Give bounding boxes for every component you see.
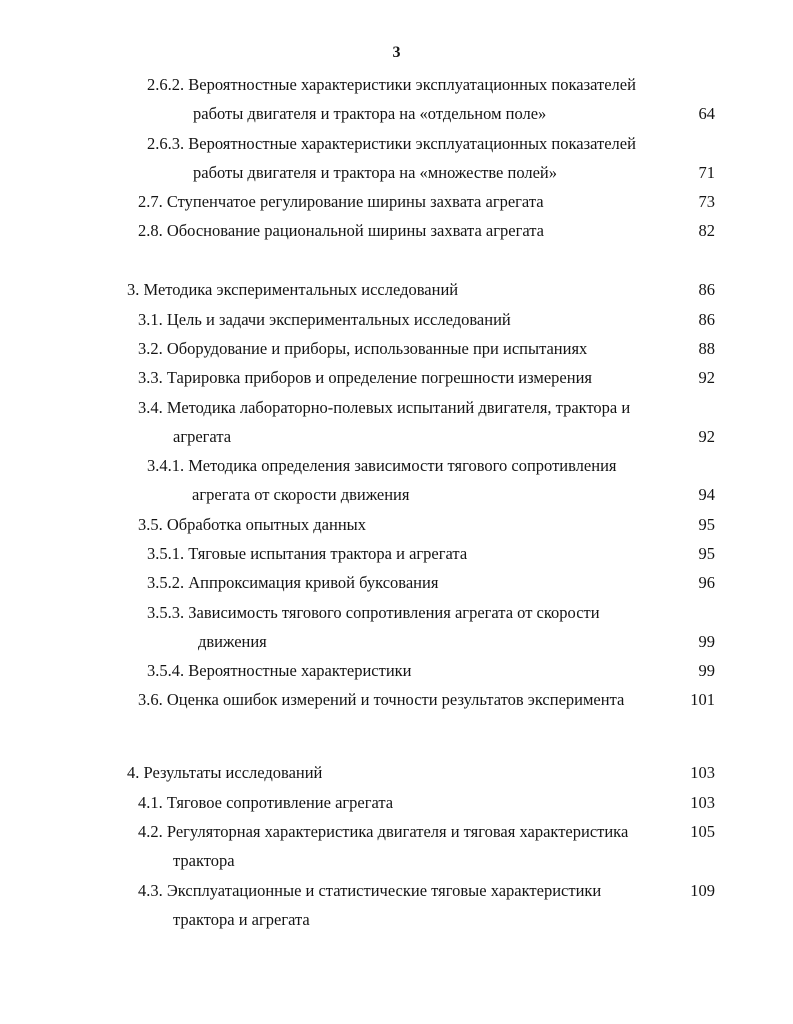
toc-entry-4-2-page: 105 xyxy=(690,822,715,841)
toc-entry-3-3-page: 92 xyxy=(698,368,715,387)
toc-entry-4-1: 4.1. Тяговое сопротивление агрегата xyxy=(138,793,394,812)
toc-entry-4: 4. Результаты исследований xyxy=(127,763,323,782)
toc-entry-3-page: 86 xyxy=(698,280,715,299)
toc-entry-3-4-line-1: 3.4. Методика лабораторно-полевых испытаний двигателя, трактора и xyxy=(138,398,631,417)
toc-entry-2-6-2-line-2: работы двигателя и трактора на «отдельном поле» xyxy=(193,104,547,123)
toc-entry-3-2: 3.2. Оборудование и приборы, использованные при испытаниях xyxy=(138,339,588,358)
toc-entry-3-5: 3.5. Обработка опытных данных xyxy=(138,515,366,534)
toc-entry-3-6: 3.6. Оценка ошибок измерений и точности результатов эксперимента xyxy=(138,690,625,709)
toc-entry-3-1-page: 86 xyxy=(698,310,715,329)
toc-entry-2-6-3-page: 71 xyxy=(698,163,715,182)
toc-entry-3-4-line-2: агрегата xyxy=(173,427,232,446)
toc-entry-3-5-page: 95 xyxy=(698,515,715,534)
toc-entry-3-2-page: 88 xyxy=(698,339,715,358)
toc-entry-4-page: 103 xyxy=(690,763,715,782)
toc-entry-2-7-page: 73 xyxy=(698,192,715,211)
toc-entry-2-6-3-line-1: 2.6.3. Вероятностные характеристики эксплуатационных показателей xyxy=(147,134,636,153)
toc-entry-3-5-3-line-2: движения xyxy=(198,632,267,651)
toc-entry-2-6-3-line-2: работы двигателя и трактора на «множестве полей» xyxy=(193,163,557,182)
toc-entry-3-5-2-page: 96 xyxy=(698,573,715,592)
toc-entry-2-8: 2.8. Обоснование рациональной ширины захвата агрегата xyxy=(138,221,544,240)
toc-entry-3-5-3-line-1: 3.5.3. Зависимость тягового сопротивления агрегата от скорости xyxy=(147,603,600,622)
toc-entry-2-6-2-line-1: 2.6.2. Вероятностные характеристики эксплуатационных показателей xyxy=(147,75,636,94)
toc-entry-3-4-1-line-1: 3.4.1. Методика определения зависимости тягового сопротивления xyxy=(147,456,617,475)
toc-entry-4-3-page: 109 xyxy=(690,881,715,900)
toc-entry-2-7: 2.7. Ступенчатое регулирование ширины захвата агрегата xyxy=(138,192,544,211)
page-number: 3 xyxy=(392,44,401,61)
toc-entry-3-5-4: 3.5.4. Вероятностные характеристики xyxy=(147,661,412,680)
toc-entry-3-3: 3.3. Тарировка приборов и определение погрешности измерения xyxy=(138,368,593,387)
toc-entry-3-1: 3.1. Цель и задачи экспериментальных исследований xyxy=(138,310,511,329)
toc-entry-3-4-1-page: 94 xyxy=(698,485,715,504)
toc-entry-3-4-page: 92 xyxy=(698,427,715,446)
toc-entry-3-5-1-page: 95 xyxy=(698,544,715,563)
toc-entry-3-5-4-page: 99 xyxy=(698,661,715,680)
toc-entry-4-2-line-2: трактора xyxy=(173,851,235,870)
toc-entry-3-4-1-line-2: агрегата от скорости движения xyxy=(192,485,410,504)
toc-entry-3-5-1: 3.5.1. Тяговые испытания трактора и агрегата xyxy=(147,544,468,563)
toc-entry-3-5-2: 3.5.2. Аппроксимация кривой буксования xyxy=(147,573,439,592)
toc-entry-2-8-page: 82 xyxy=(698,221,715,240)
toc-entry-4-3-line-1: 4.3. Эксплуатационные и статистические тяговые характеристики xyxy=(138,881,602,900)
toc-entry-3-6-page: 101 xyxy=(690,690,715,709)
toc-entry-4-1-page: 103 xyxy=(690,793,715,812)
toc-entry-4-2-line-1: 4.2. Регуляторная характеристика двигателя и тяговая характеристика xyxy=(138,822,629,841)
toc-entry-3-5-3-page: 99 xyxy=(698,632,715,651)
toc-entry-4-3-line-2: трактора и агрегата xyxy=(173,910,310,929)
toc-entry-3: 3. Методика экспериментальных исследований xyxy=(127,280,459,299)
toc-entry-2-6-2-page: 64 xyxy=(698,104,715,123)
